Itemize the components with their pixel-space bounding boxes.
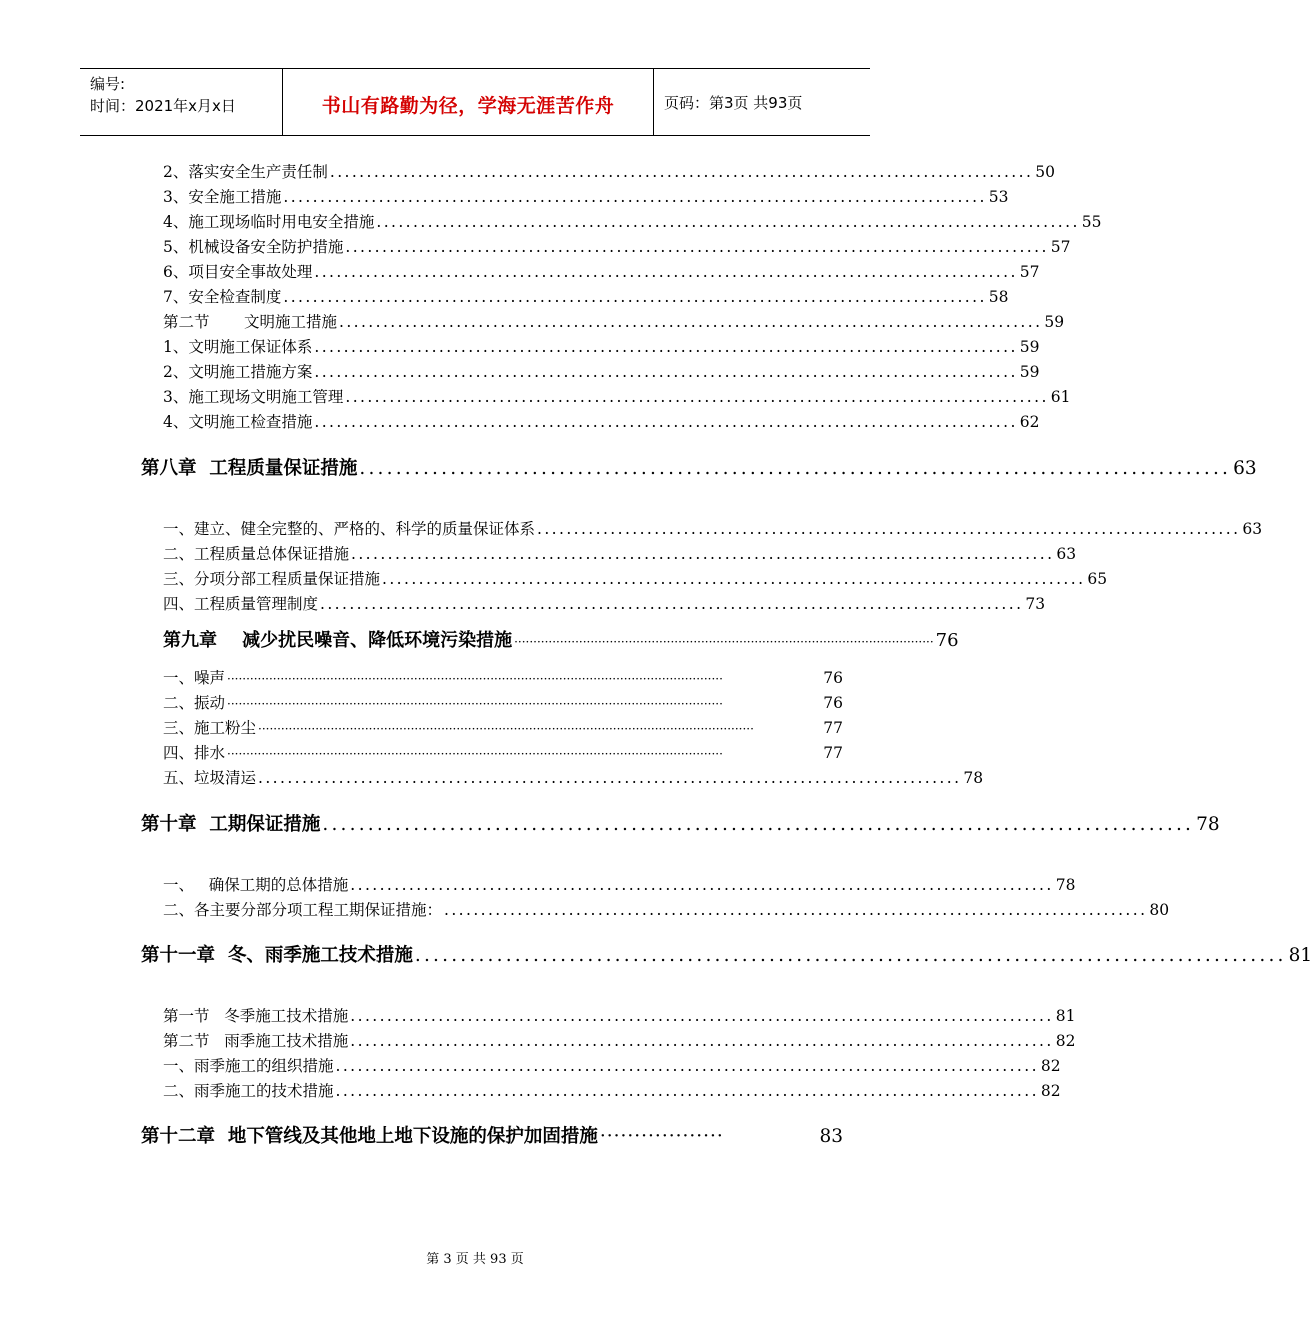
toc-entry[interactable]: 4、施工现场临时用电安全措施 ................................................................................................ 55 (163, 213, 1102, 231)
toc-entry[interactable]: 一、雨季施工的组织措施 ................................................................................................ 82 (163, 1057, 1061, 1075)
toc-chapter-entry[interactable]: 第十二章 地下管线及其他地上地下设施的保护加固措施 ·················· 83 (141, 1126, 843, 1147)
toc-entry[interactable]: 一、 确保工期的总体措施 ................................................................................................ 78 (163, 876, 1076, 894)
toc-entry[interactable]: 4、文明施工检查措施 ................................................................................................ 62 (163, 413, 1040, 431)
toc-entry[interactable]: 3、施工现场文明施工管理 ................................................................................................ 61 (163, 388, 1071, 406)
toc-chapter-entry[interactable]: 第九章 减少扰民噪音、降低环境污染措施 ·············································································································· 76 (163, 630, 959, 651)
toc-entry[interactable]: 五、垃圾清运 ................................................................................................ 78 (163, 769, 984, 787)
toc-entry[interactable]: 四、工程质量管理制度 ................................................................................................ 73 (163, 595, 1046, 613)
toc-chapter-entry[interactable]: 第十章 工期保证措施 ................................................................................................ 78 (141, 814, 1220, 835)
toc-entry[interactable]: 第二节 文明施工措施 ................................................................................................ 59 (163, 313, 1065, 331)
toc-entry[interactable]: 3、安全施工措施 ................................................................................................ 53 (163, 188, 1009, 206)
document-code-label: 编号: (90, 75, 126, 93)
toc-entry[interactable]: 第二节 雨季施工技术措施 ................................................................................................ 82 (163, 1032, 1076, 1050)
toc-entry[interactable]: 1、文明施工保证体系 ................................................................................................ 59 (163, 338, 1040, 356)
header-page-cell (654, 69, 870, 135)
toc-entry[interactable]: 二、工程质量总体保证措施 ................................................................................................ 63 (163, 545, 1077, 563)
toc-chapter-entry[interactable]: 第十一章 冬、雨季施工技术措施 ................................................................................................ 81 (141, 945, 1312, 966)
toc-entry[interactable]: 一、噪声 ·································································································································· 76 (163, 669, 843, 687)
toc-entry[interactable]: 三、分项分部工程质量保证措施 ................................................................................................ 65 (163, 570, 1108, 588)
header-motto: 书山有路勤为径，学海无涯苦作舟 (321, 95, 615, 117)
toc-entry[interactable]: 二、雨季施工的技术措施 ................................................................................................ 82 (163, 1082, 1061, 1100)
document-time-label: 时间：2021年x月x日 (90, 97, 236, 115)
page-header (80, 68, 870, 136)
toc-entry[interactable]: 2、文明施工措施方案 ................................................................................................ 59 (163, 363, 1040, 381)
toc-entry[interactable]: 一、建立、健全完整的、严格的、科学的质量保证体系 ................................................................................................ 63 (163, 520, 1263, 538)
page-footer: 第 3 页 共 93 页 (426, 1252, 524, 1267)
toc-entry[interactable]: 5、机械设备安全防护措施 ................................................................................................ 57 (163, 238, 1071, 256)
toc-entry[interactable]: 三、施工粉尘 ·································································································································· 77 (163, 719, 843, 737)
toc-entry[interactable]: 2、落实安全生产责任制 ................................................................................................ 50 (163, 163, 1056, 181)
header-info-cell (80, 69, 282, 135)
toc-entry[interactable]: 四、排水 ·································································································································· 77 (163, 744, 843, 762)
toc-chapter-entry[interactable]: 第八章 工程质量保证措施 ................................................................................................ 63 (141, 458, 1257, 479)
header-motto-cell (282, 69, 654, 135)
toc-entry[interactable]: 7、安全检查制度 ................................................................................................ 58 (163, 288, 1009, 306)
toc-entry[interactable]: 6、项目安全事故处理 ................................................................................................ 57 (163, 263, 1040, 281)
toc-entry[interactable]: 二、各主要分部分项工程工期保证措施： ................................................................................................ 80 (163, 901, 1170, 919)
toc-entry[interactable]: 第一节 冬季施工技术措施 ................................................................................................ 81 (163, 1007, 1076, 1025)
header-page-label: 页码：第3页 共93页 (664, 94, 803, 112)
toc-entry[interactable]: 二、振动 ·································································································································· 76 (163, 694, 843, 712)
